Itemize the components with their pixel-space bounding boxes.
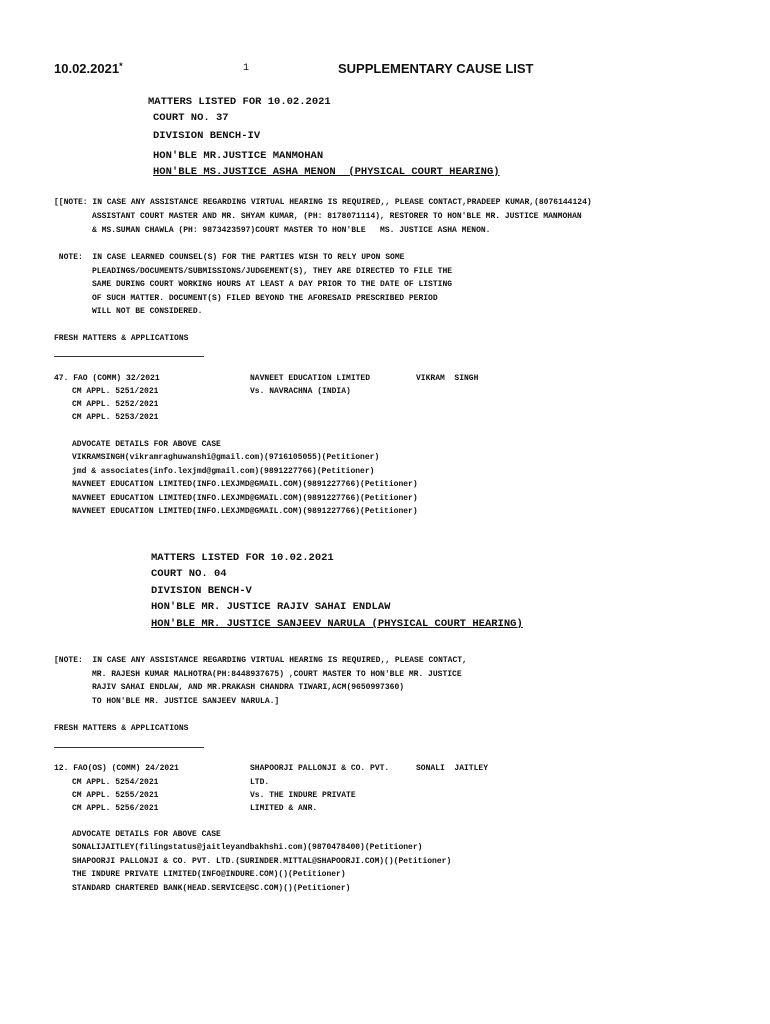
section1-adv-line-4: NAVNEET EDUCATION LIMITED(INFO.LEXJMD@GMAIL.COM)(9891227766)(Petitioner) [72, 494, 418, 503]
section2-adv-line-2: SHAPOORJI PALLONJI & CO. PVT. LTD.(SURINDER.MITTAL@SHAPOORJI.COM)()(Petitioner) [72, 857, 452, 866]
bench2-division: DIVISION BENCH-V [151, 585, 252, 597]
section2-heading: FRESH MATTERS & APPLICATIONS [54, 724, 189, 733]
item47-cm-appl-3: CM APPL. 5253/2021 [72, 413, 159, 422]
item12-cm-appl-1: CM APPL. 5254/2021 [72, 778, 159, 787]
item47-advocate: VIKRAM SINGH [416, 374, 479, 383]
section2-divider [54, 747, 204, 748]
section2-adv-line-4: STANDARD CHARTERED BANK(HEAD.SERVICE@SC.COM)()(Petitioner) [72, 884, 351, 893]
bench2-judge-2: HON'BLE MR. JUSTICE SANJEEV NARULA (PHYSICAL COURT HEARING) [151, 618, 523, 630]
note2-line-5: WILL NOT BE CONSIDERED. [92, 307, 203, 316]
page-title: SUPPLEMENTARY CAUSE LIST [338, 61, 534, 76]
section1-divider [54, 356, 204, 357]
item12-advocate: SONALI JAITLEY [416, 764, 489, 773]
item12-petitioner-2: LTD. [250, 778, 270, 787]
note3-line-1: [NOTE: IN CASE ANY ASSISTANCE REGARDING VIRTUAL HEARING IS REQUIRED,, PLEASE CONTACT, [54, 656, 467, 665]
bench1-judge-1: HON'BLE MR.JUSTICE MANMOHAN [153, 150, 324, 162]
bench1-matters-listed: MATTERS LISTED FOR 10.02.2021 [148, 96, 331, 108]
note1-line-3: & MS.SUMAN CHAWLA (PH: 9873423597)COURT MASTER TO HON'BLE MS. JUSTICE ASHA MENON. [92, 226, 491, 235]
item47-case-no: 47. FAO (COMM) 32/2021 [54, 374, 160, 383]
page-number: 1 [243, 63, 250, 74]
asterisk-mark: * [119, 61, 123, 71]
section1-adv-line-5: NAVNEET EDUCATION LIMITED(INFO.LEXJMD@GMAIL.COM)(9891227766)(Petitioner) [72, 507, 418, 516]
note3-line-4: TO HON'BLE MR. JUSTICE SANJEEV NARULA.] [92, 697, 280, 706]
section2-adv-line-1: SONALIJAITLEY(filingstatus@jaitleyandbakhshi.com)(9870478400)(Petitioner) [72, 843, 423, 852]
item47-cm-appl-1: CM APPL. 5251/2021 [72, 387, 159, 396]
item47-cm-appl-2: CM APPL. 5252/2021 [72, 400, 159, 409]
bench1-court-no: COURT NO. 37 [153, 112, 229, 124]
item12-case-no: 12. FAO(OS) (COMM) 24/2021 [54, 764, 179, 773]
list-date: 10.02.2021* [54, 61, 123, 76]
item12-respondent-1: Vs. THE INDURE PRIVATE [250, 791, 356, 800]
note1-line-1: [[NOTE: IN CASE ANY ASSISTANCE REGARDING VIRTUAL HEARING IS REQUIRED,, PLEASE CONTACT,PRADEEP KUMAR,(8076144124) [54, 198, 592, 207]
bench1-division: DIVISION BENCH-IV [153, 130, 261, 142]
section1-adv-line-3: NAVNEET EDUCATION LIMITED(INFO.LEXJMD@GMAIL.COM)(9891227766)(Petitioner) [72, 480, 418, 489]
item12-respondent-2: LIMITED & ANR. [250, 804, 318, 813]
section1-heading: FRESH MATTERS & APPLICATIONS [54, 334, 189, 343]
note3-line-3: RAJIV SAHAI ENDLAW, AND MR.PRAKASH CHANDRA TIWARI,ACM(9650997360) [92, 683, 405, 692]
bench2-matters-listed: MATTERS LISTED FOR 10.02.2021 [151, 552, 334, 564]
bench2-court-no: COURT NO. 04 [151, 568, 227, 580]
section1-adv-heading: ADVOCATE DETAILS FOR ABOVE CASE [72, 440, 221, 449]
section1-adv-line-1: VIKRAMSINGH(vikramraghuwanshi@gmail.com)(9716105055)(Petitioner) [72, 453, 380, 462]
note2-line-4: OF SUCH MATTER. DOCUMENT(S) FILED BEYOND THE AFORESAID PRESCRIBED PERIOD [92, 294, 438, 303]
section1-adv-line-2: jmd & associates(info.lexjmd@gmail.com)(9891227766)(Petitioner) [72, 467, 375, 476]
item12-cm-appl-2: CM APPL. 5255/2021 [72, 791, 159, 800]
note2-line-3: SAME DURING COURT WORKING HOURS AT LEAST A DAY PRIOR TO THE DATE OF LISTING [92, 280, 453, 289]
item12-cm-appl-3: CM APPL. 5256/2021 [72, 804, 159, 813]
note1-line-2: ASSISTANT COURT MASTER AND MR. SHYAM KUMAR, (PH: 8178071114), RESTORER TO HON'BLE MR. JUSTICE MANMOHAN [92, 212, 582, 221]
note2-line-2: PLEADINGS/DOCUMENTS/SUBMISSIONS/JUDGEMENT(S), THEY ARE DIRECTED TO FILE THE [92, 267, 453, 276]
bench2-judge-1: HON'BLE MR. JUSTICE RAJIV SAHAI ENDLAW [151, 601, 391, 613]
item47-petitioner: NAVNEET EDUCATION LIMITED [250, 374, 371, 383]
item12-petitioner-1: SHAPOORJI PALLONJI & CO. PVT. [250, 764, 390, 773]
bench1-judge-2: HON'BLE MS.JUSTICE ASHA MENON (PHYSICAL COURT HEARING) [153, 166, 500, 178]
item47-respondent: Vs. NAVRACHNA (INDIA) [250, 387, 351, 396]
note3-line-2: MR. RAJESH KUMAR MALHOTRA(PH:8448937675) ,COURT MASTER TO HON'BLE MR. JUSTICE [92, 670, 462, 679]
note2-line-1: NOTE: IN CASE LEARNED COUNSEL(S) FOR THE PARTIES WISH TO RELY UPON SOME [54, 253, 405, 262]
section2-adv-heading: ADVOCATE DETAILS FOR ABOVE CASE [72, 830, 221, 839]
section2-adv-line-3: THE INDURE PRIVATE LIMITED(INFO@INDURE.COM)()(Petitioner) [72, 870, 346, 879]
